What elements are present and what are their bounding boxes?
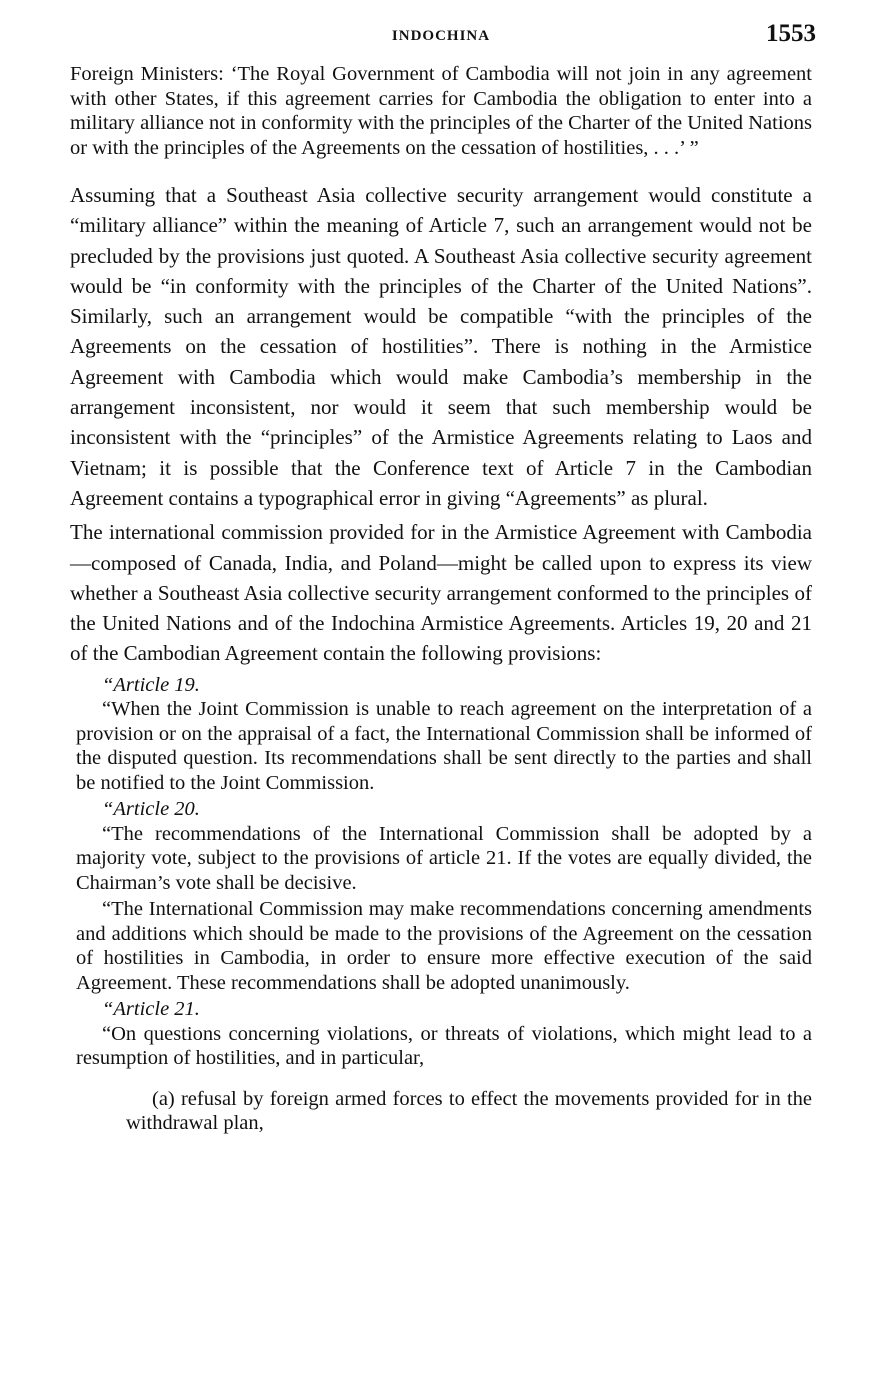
article-21-item-a: (a) refusal by foreign armed forces to effect the movements provided for in the withdrawal plan, xyxy=(126,1087,812,1135)
article-20-text-2: “The International Commission may make recommendations concerning amendments and additions which should be made to the provisions of the Agreement on the cessation of hostilities in Cambodia, in order to ensure more effective execution of the said Agreement. These recommendations shall be adopted unanimously. xyxy=(76,898,812,994)
article-19-heading: “Article 19. xyxy=(102,673,200,696)
page-header xyxy=(70,20,816,60)
page-number: 1553 xyxy=(766,20,816,47)
article-20-text-1: “The recommendations of the International Commission shall be adopted by a majority vote, subject to the provisions of article 21. If the votes are equally divided, the Chairman’s vote shall be decisive. xyxy=(76,822,812,894)
body-paragraph: Assuming that a Southeast Asia collective security arrangement would constitute a “military alliance” within the meaning of Article 7, such an arrangement would not be precluded by the provisions just quoted. A Southeast Asia collective security agreement would be “in conformity with the principles of the Charter of the United Nations”. Similarly, such an arrangement would be compatible “with the principles of the Agreements on the cessation of hostilities”. There is nothing in the Armistice Agreement with Cambodia which would make Cambodia’s membership in the arrangement inconsistent, nor would it seem that such membership would be inconsistent with the “principles” of the Armistice Agreements relating to Laos and Vietnam; it is possible that the Conference text of Article 7 in the Cambodian Agreement contains a typographical error in giving “Agreements” as plural. xyxy=(70,183,812,510)
article-19-text: “When the Joint Commission is unable to reach agreement on the interpretation of a provision or on the appraisal of a fact, the International Commission shall be informed of the disputed question. Its recommendations shall be sent directly to the parties and shall be notified to the Joint Commission. xyxy=(76,698,812,794)
article-20-heading: “Article 20. xyxy=(102,798,200,821)
body-paragraph: The international commission provided for in the Armistice Agreement with Cambodia—composed of Canada, India, and Poland—might be called upon to express its view whether a Southeast Asia collective security arrangement conformed to the principles of the United Nations and of the Indochina Armistice Agreements. Articles 19, 20 and 21 of the Cambodian Agreement contain the following provisions: xyxy=(70,520,812,666)
articles-block xyxy=(76,673,812,1136)
article-21-heading: “Article 21. xyxy=(102,998,200,1021)
quoted-passage: Foreign Ministers: ‘The Royal Government of Cambodia will not join in any agreement with other States, if this agreement carries for Cambodia the obligation to enter into a military alliance not in conformity with the principles of the Charter of the United Nations or with the principles of the Agreements on the cessation of hostilities, . . .’ ” xyxy=(70,63,812,159)
running-head: INDOCHINA xyxy=(391,28,491,44)
article-21-text: “On questions concerning violations, or threats of violations, which might lead to a resumption of hostilities, and in particular, xyxy=(76,1022,812,1070)
